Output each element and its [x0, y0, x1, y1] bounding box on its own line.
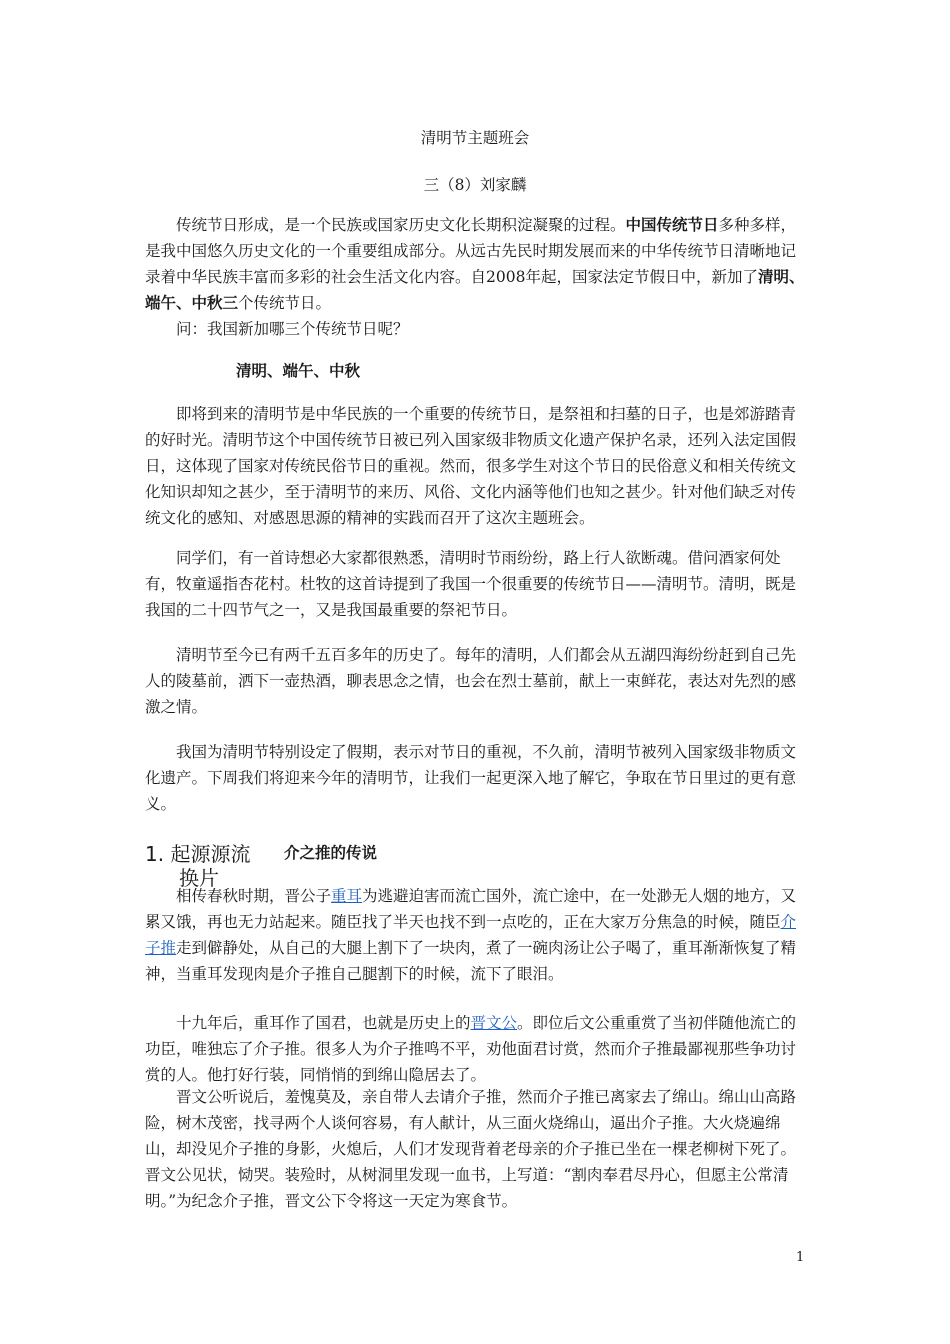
- link-chonger[interactable]: 重耳: [331, 887, 363, 905]
- link-jiezitui[interactable]: 介子推: [145, 913, 797, 957]
- document-title: 清明节主题班会: [420, 129, 530, 147]
- paragraph-poem: 同学们，有一首诗想必大家都很熟悉，清明时节雨纷纷，路上行人欲断魂。借问酒家何处有，牧童遥指杏花村。杜牧的这首诗提到了我国一个很重要的传统节日——清明节。清明，既是我国的二十四节气之一，又是我国最重要的祭祀节日。: [145, 549, 797, 619]
- paragraph-history: 清明节至今已有两千五百多年的历史了。每年的清明，人们都会从五湖四海纷纷赶到自己先人的陵墓前，洒下一壶热酒，聊表思念之情，也会在烈士墓前，献上一束鲜花，表达对先烈的感激之情。: [145, 646, 797, 716]
- answer-line: 清明、端午、中秋: [236, 361, 361, 380]
- section-heading: 1. 起源源流: [145, 842, 251, 866]
- paragraph-nineteen-years: 十九年后，重耳作了国君，也就是历史上的晋文公。即位后文公重重赏了当初伴随他流亡的功臣，唯独忘了介子推。很多人为介子推鸣不平，劝他面君讨赏，然而介子推最鄙视那些争功讨赏的人。他打好行装，同悄悄的到绵山隐居去了。: [145, 1014, 797, 1084]
- question-line: 问：我国新加哪三个传统节日呢？: [176, 320, 409, 338]
- section-subtitle: 介之推的传说: [284, 843, 378, 862]
- paragraph-holiday: 我国为清明节特别设定了假期，表示对节日的重视，不久前，清明节被列入国家级非物质文化遗产。下周我们将迎来今年的清明节，让我们一起更深入地了解它，争取在节日里过的更有意义。: [145, 743, 797, 813]
- paragraph-legend: 相传春秋时期，晋公子重耳为逃避迫害而流亡国外，流亡途中，在一处渺无人烟的地方，又累又饿，再也无力站起来。随臣找了半天也找不到一点吃的，正在大家万分焦急的时候，随臣介子推走到僻静处，从自己的大腿上割下了一块肉，煮了一碗肉汤让公子喝了，重耳渐渐恢复了精神，当重耳发现肉是介子推自己腿割下的时候，流下了眼泪。: [145, 887, 797, 983]
- document-author: 三（8）刘家麟: [423, 176, 527, 194]
- paragraph-significance: 即将到来的清明节是中华民族的一个重要的传统节日，是祭祖和扫墓的日子，也是郊游踏青的好时光。清明节这个中国传统节日被已列入国家级非物质文化遗产保护名录，还列入法定国假日，这体现了国家对传统民俗节日的重视。然而，很多学生对这个节日的民俗意义和相关传统文化知识却知之甚少，至于清明节的来历、风俗、文化内涵等他们也知之甚少。针对他们缺乏对传统文化的感知、对感恩思源的精神的实践而召开了这次主题班会。: [145, 405, 797, 527]
- page-number: 1: [796, 1250, 805, 1265]
- intro-paragraph: 传统节日形成，是一个民族或国家历史文化长期积淀凝聚的过程。中国传统节日多种多样，是我中国悠久历史文化的一个重要组成部分。从远古先民时期发展而来的中华传统节日清晰地记录着中华民族丰富而多彩的社会生活文化内容。自2008年起，国家法定节假日中，新加了清明、端午、中秋三个传统节日。: [145, 215, 805, 312]
- link-jinwengong[interactable]: 晋文公: [470, 1014, 518, 1032]
- slide-note: 换片: [179, 866, 219, 890]
- paragraph-mianshan: 晋文公听说后，羞愧莫及，亲自带人去请介子推，然而介子推已离家去了绵山。绵山山高路险，树木茂密，找寻两个人谈何容易，有人献计，从三面火烧绵山，逼出介子推。大火烧遍绵山，却没见介子推的身影，火熄后，人们才发现背着老母亲的介子推已坐在一棵老柳树下死了。晋文公见状，恸哭。装殓时，从树洞里发现一血书，上写道：“割肉奉君尽丹心，但愿主公常清明。”为纪念介子推，晋文公下令将这一天定为寒食节。: [145, 1088, 797, 1210]
